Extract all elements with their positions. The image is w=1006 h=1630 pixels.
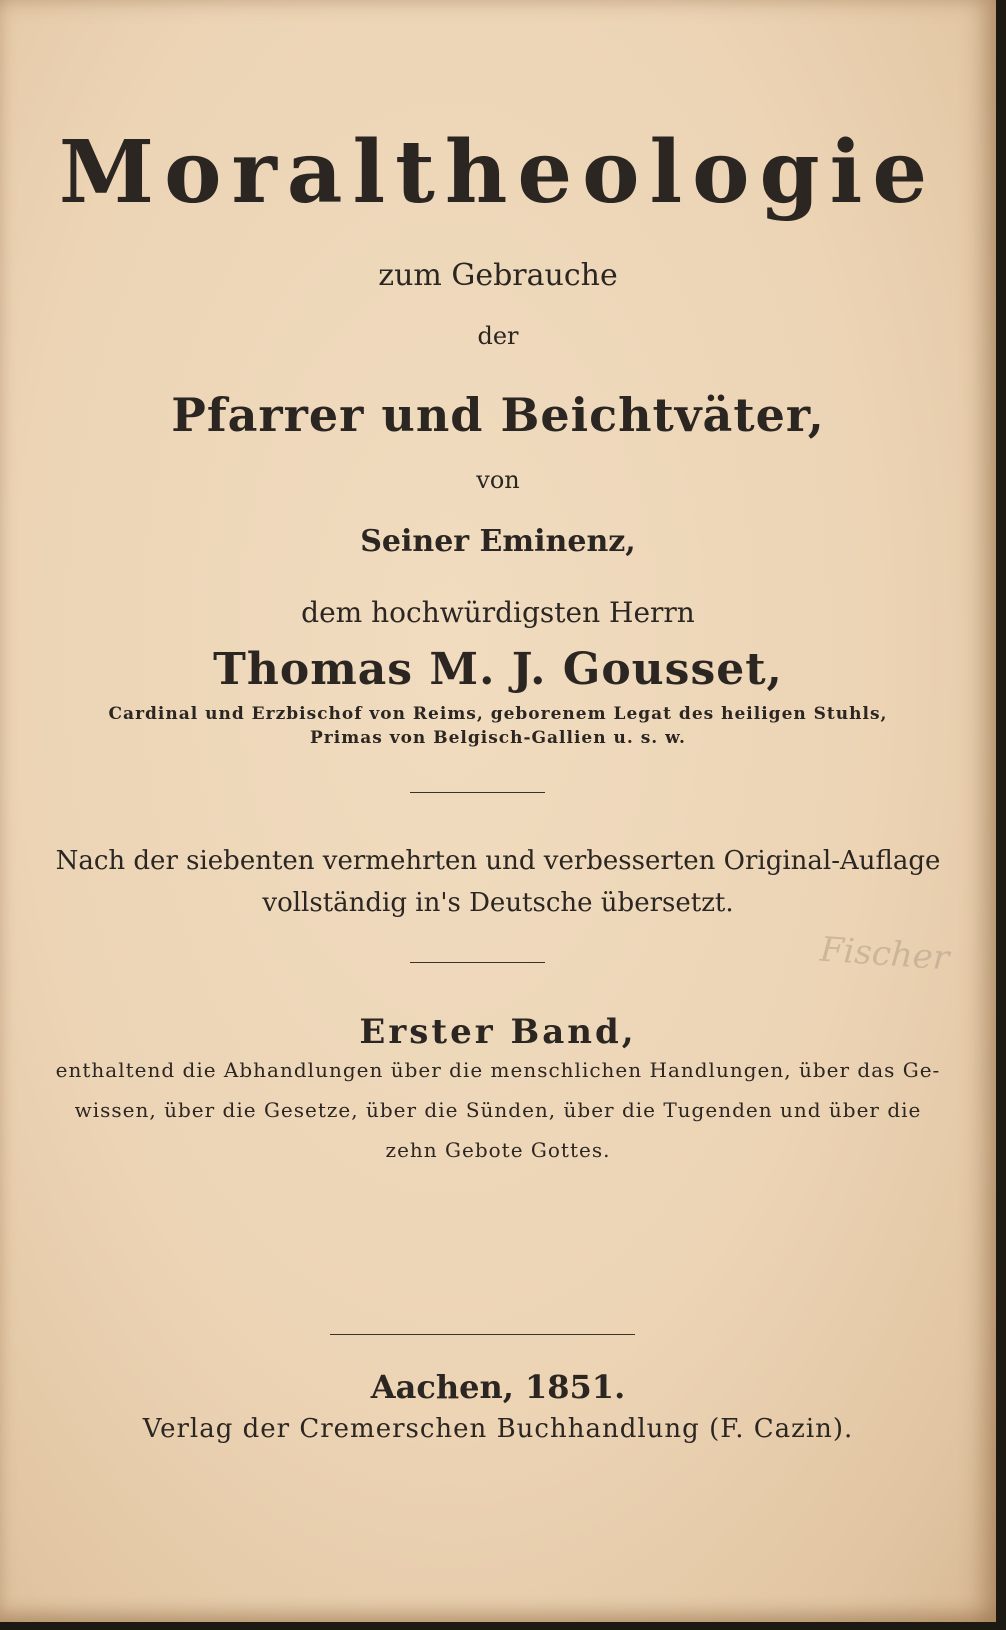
imprint-divider-rule	[330, 1334, 635, 1335]
subtitle-line-1: zum Gebrauche	[378, 258, 618, 293]
contents-line-3: zehn Gebote Gottes.	[385, 1138, 611, 1162]
contents-line-1: enthaltend die Abhandlungen über die menschlichen Handlungen, über das Ge-	[55, 1058, 941, 1082]
edition-line-1: Nach der siebenten vermehrten und verbesserten Original-Auflage	[55, 846, 941, 876]
publisher-line: Verlag der Cremerschen Buchhandlung (F. Cazin).	[142, 1414, 854, 1444]
book-title: Moraltheologie	[58, 122, 938, 223]
author-name: Thomas M. J. Gousset,	[213, 644, 783, 695]
divider-rule	[410, 792, 545, 793]
contents-line-2: wissen, über die Gesetze, über die Sünden, über die Tugenden und über die	[74, 1098, 922, 1122]
honorific: Seiner Eminenz,	[360, 524, 636, 559]
place-and-year: Aachen, 1851.	[370, 1368, 626, 1406]
divider-rule	[410, 962, 545, 963]
volume-label: Erster Band,	[359, 1012, 637, 1052]
handwritten-signature: Fischer	[818, 929, 951, 979]
subtitle-line-2: der	[477, 322, 519, 350]
author-role-line-2: Primas von Belgisch-Gallien u. s. w.	[310, 728, 686, 748]
address-line: dem hochwürdigsten Herrn	[301, 596, 695, 629]
by-line: von	[476, 466, 520, 494]
edition-line-2: vollständig in's Deutsche übersetzt.	[262, 888, 734, 918]
book-subject: Pfarrer und Beichtväter,	[171, 388, 825, 442]
author-role-line-1: Cardinal und Erzbischof von Reims, geborenem Legat des heiligen Stuhls,	[108, 704, 888, 724]
